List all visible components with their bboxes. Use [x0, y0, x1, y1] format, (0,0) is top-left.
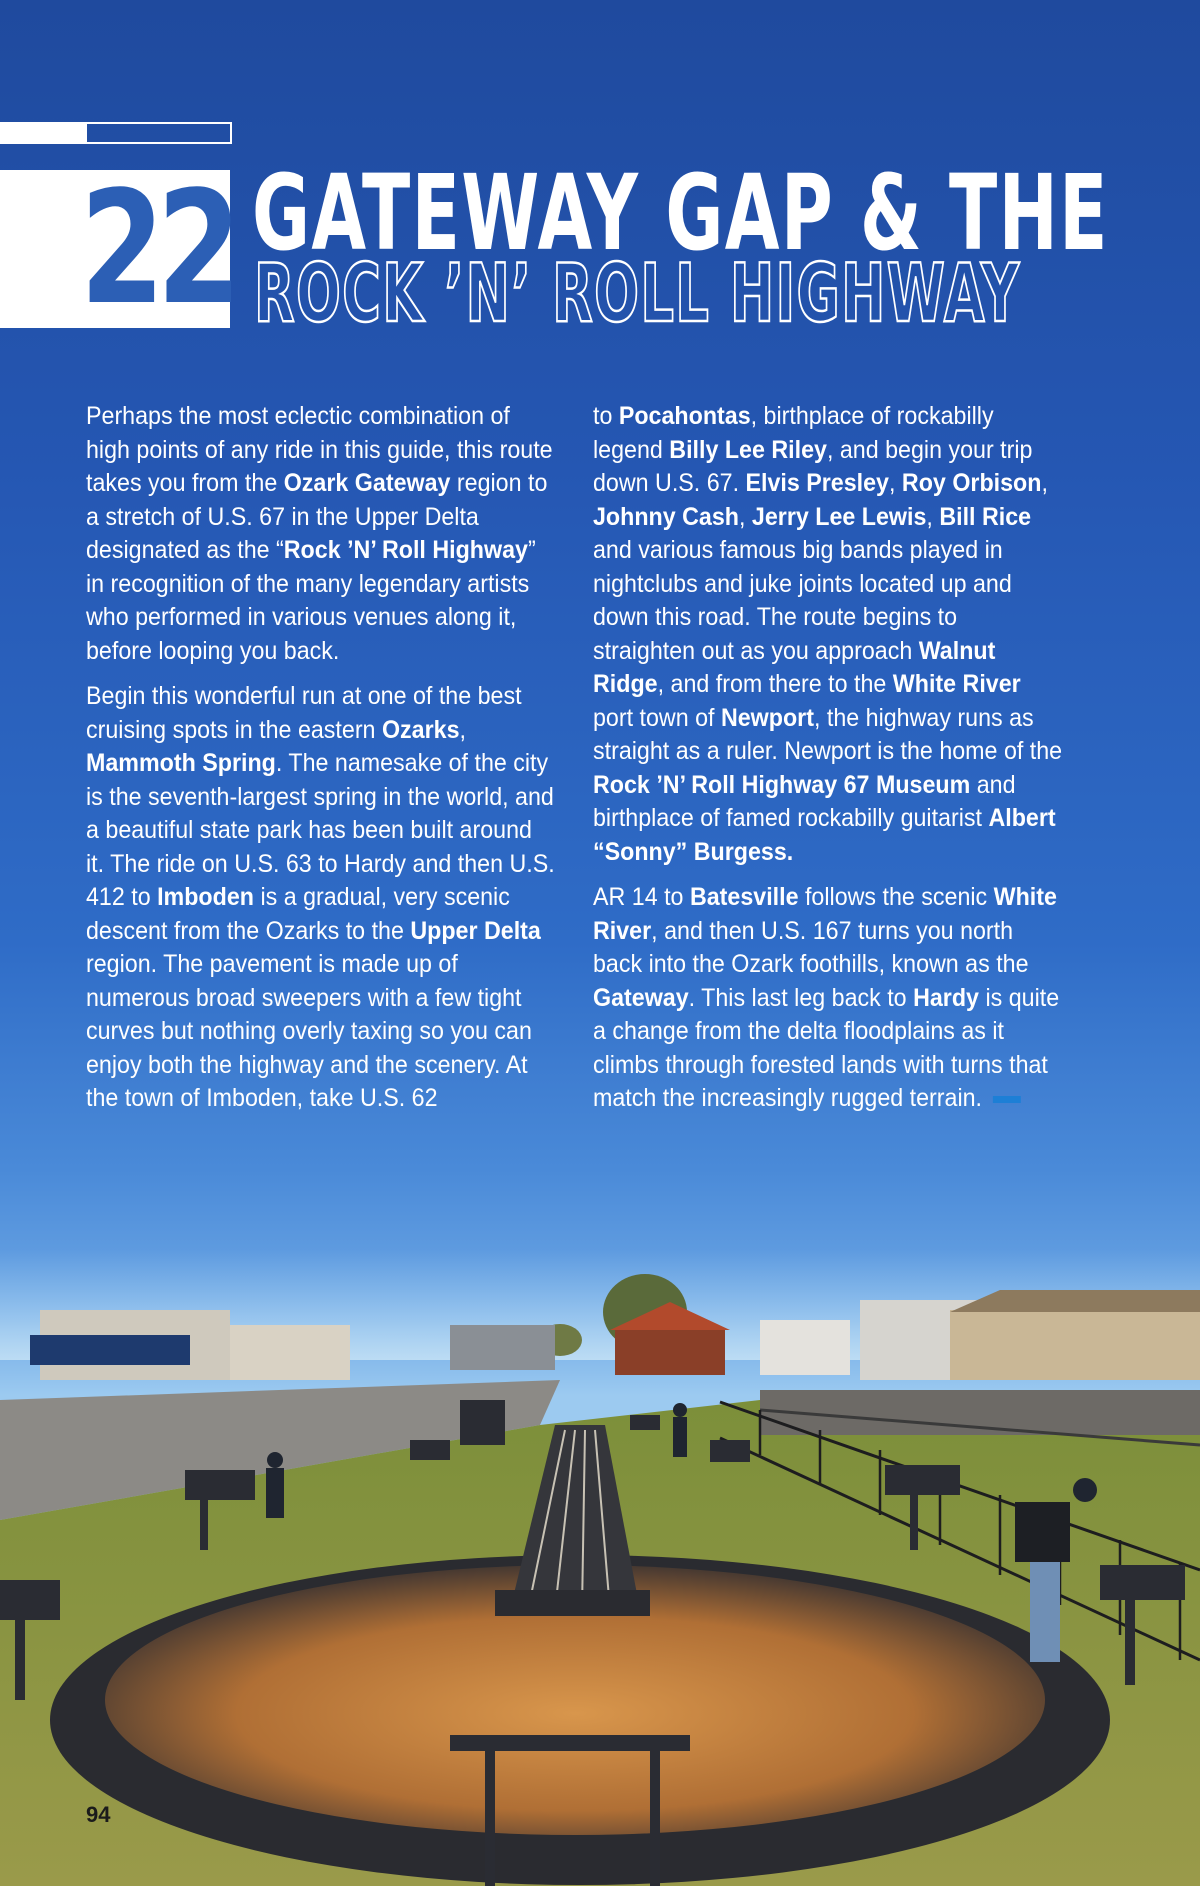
bold-term: Billy Lee Riley [669, 435, 827, 464]
building [450, 1325, 555, 1370]
paragraph: to Pocahontas, birthplace of rockabilly legend Billy Lee Riley, and begin your trip down U.S. 67. Elvis Presley, Roy Orbison, Johnny Cash, Jerry Lee Lewis, Bill Rice and various famous big bands played in nightclubs and juke joints located up and down this road. The route begins to straighten out as you approach Walnut Ridge, and from there to the White River port town of Newport, the highway runs as straight as a ruler. Newport is the home of the Rock ’N’ Roll Highway 67 Museum and birthplace of famed rockabilly guitarist Albert “Sonny” Burgess. [593, 402, 1063, 866]
guitar-monument-photo [0, 1250, 1200, 1886]
bold-term: Batesville [689, 883, 799, 911]
bold-term: Mammoth Spring [86, 749, 276, 777]
chapter-subtitle: ROCK ’N’ ROLL HIGHWAY [254, 247, 1021, 340]
building [950, 1310, 1200, 1380]
paragraph: Perhaps the most eclectic combination of high points of any ride in this guide, this route takes you from the Ozark Gateway region to a stretch of U.S. 67 in the Upper Delta designated as the “Rock ’N’ Roll Highway” in recognition of the many legendary artists who performed in various venues along it, before looping you back. [86, 402, 553, 665]
depot [615, 1330, 725, 1375]
building [760, 1320, 850, 1375]
bold-term: Hardy [913, 983, 979, 1012]
chapter-title: GATEWAY GAP & THE [252, 152, 1109, 274]
bold-term: Bill Rice [939, 502, 1032, 531]
bold-term: Ozark Gateway [283, 469, 451, 497]
bold-term: Ozarks [381, 715, 460, 744]
bold-term: Rock ’N’ Roll Highway 67 Museum [593, 770, 971, 799]
paragraph: AR 14 to Batesville follows the scenic White River, and then U.S. 167 turns you north back into the Ozark foothills, known as the Gateway. This last leg back to Hardy is quite a change from the delta floodplains as it climbs through forested lands with turns that match the increasingly rugged terrain. [593, 883, 1060, 1112]
chapter-number: 22 [80, 157, 234, 339]
bold-term: Upper Delta [410, 916, 541, 945]
bold-term: Roy Orbison [901, 469, 1042, 497]
bold-term: Imboden [157, 883, 254, 911]
guitar-bridge [495, 1590, 650, 1616]
body-column-right [593, 400, 1063, 1128]
bold-term: Rock ’N’ Roll Highway [283, 536, 528, 564]
body-column-left [86, 400, 556, 1128]
building [230, 1325, 350, 1380]
accent-bar-solid [0, 122, 85, 144]
building [30, 1335, 190, 1365]
bold-term: Elvis Presley [745, 469, 890, 497]
bold-term: Gateway [593, 983, 689, 1012]
bold-term: Jerry Lee Lewis [751, 502, 927, 531]
bold-term: White River [593, 883, 1057, 945]
bold-term: Newport [720, 703, 814, 732]
accent-bar-outline [85, 122, 232, 144]
page-number: 94 [86, 1802, 111, 1827]
bold-term: Walnut Ridge [593, 636, 996, 698]
bold-term: Johnny Cash [593, 502, 739, 531]
bold-term: Albert “Sonny” Burgess. [593, 804, 1056, 866]
end-of-article-mark [993, 1096, 1021, 1103]
bold-term: White River [892, 670, 1021, 698]
paragraph: Begin this wonderful run at one of the best cruising spots in the eastern Ozarks, Mammoth Spring. The namesake of the city is the seventh-largest spring in the world, and a beautiful state park has been built around it. The ride on U.S. 63 to Hardy and then U.S. 412 to Imboden is a gradual, very scenic descent from the Ozarks to the Upper Delta region. The pavement is made up of numerous broad sweepers with a few tight curves but nothing overly taxing so you can enjoy both the highway and the scenery. At the town of Imboden, take U.S. 62 [86, 682, 555, 1112]
bold-term: Pocahontas [618, 402, 751, 430]
